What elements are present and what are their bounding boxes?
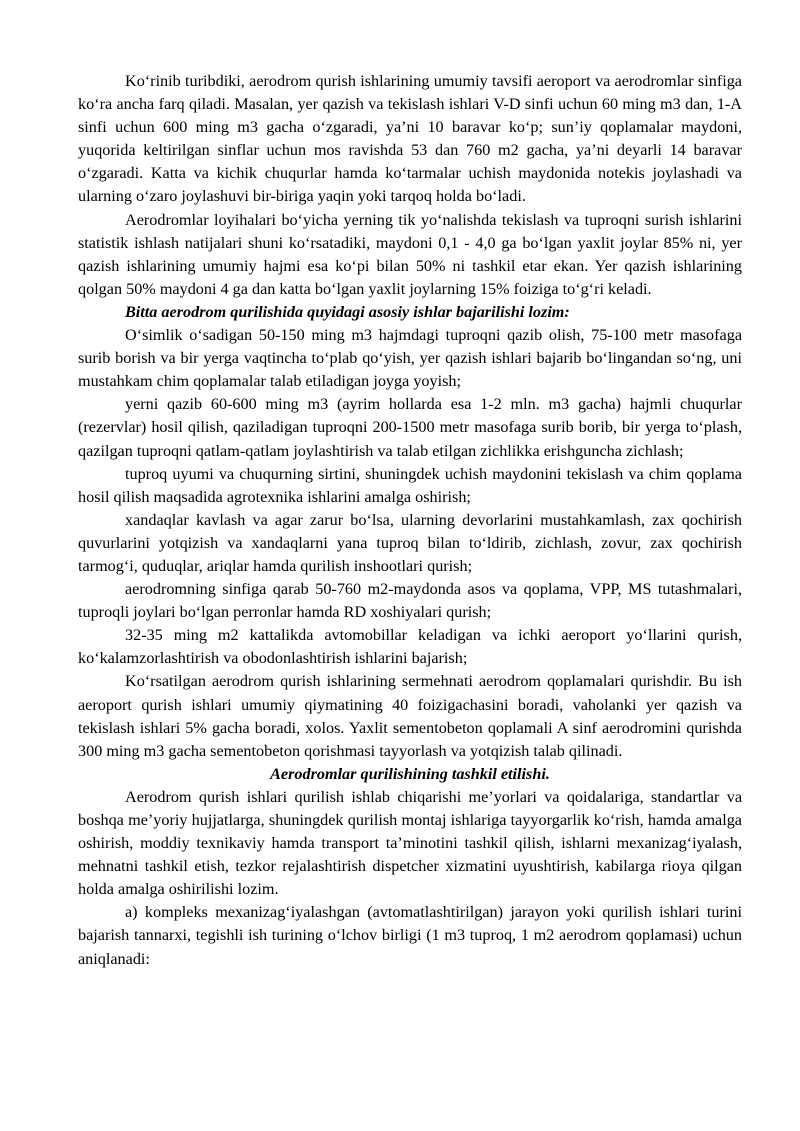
document-page bbox=[78, 70, 742, 971]
list-item-qoplama-asos: aerodromning sinfiga qarab 50-760 m2-maydonda asos va qoplama, VPP, MS tutashmalari, tuproqli joylari boʻlgan perronlar hamda RD xoshiyalari qurish; bbox=[78, 580, 742, 622]
heading-asosiy-ishlar: Bitta aerodrom qurilishida quyidagi asosiy ishlar bajarilishi lozim: bbox=[125, 302, 570, 321]
paragraph-aerodrom-qurish-tavsifi: Koʻrinib turibdiki, aerodrom qurish ishlarining umumiy tavsifi aeroport va aerodromlar sinfiga koʻra ancha farq qiladi. Masalan, yer qazish va tekislash ishlari V-D sinfi uchun 60 ming m3 dan, 1-A sinfi uchun 600 ming m3 gacha oʻzgaradi, ya’ni 10 baravar koʻp; sun’iy qoplamalar maydoni, yuqorida keltirilgan sinflar uchun mos ravishda 53 dan 760 m2 gacha, ya’ni deyarli 14 baravar oʻzgaradi. Katta va kichik chuqurlar hamda koʻtarmalar uchish maydonida notekis joylashadi va ularning oʻzaro joylashuvi bir-biriga yaqin yoki tarqoq holda boʻladi. bbox=[78, 72, 742, 206]
paragraph-tekislash-statistikasi: Aerodromlar loyihalari boʻyicha yerning tik yoʻnalishda tekislash va tuproqni surish ishlarini statistik ishlash natijalari shuni koʻrsatadiki, maydoni 0,1 - 4,0 ga boʻlgan yaxlit joylar 85% ni, yer qazish ishlarining umumiy hajmi esa koʻpi bilan 50% ni tashkil etar ekan. Yer qazish ishlarining qolgan 50% maydoni 4 ga dan katta boʻlgan yaxlit joylarning 15% foiziga toʻgʻri keladi. bbox=[78, 210, 742, 298]
list-item-xandaqlar: xandaqlar kavlash va agar zarur boʻlsa, ularning devorlarini mustahkamlash, zax qochirish quvurlarini yotqizish va xandaqlarni yana tuproq bilan toʻldirib, zichlash, zovur, zax qochirish tarmogʻi, quduqlar, ariqlar hamda qurilish inshootlari qurish; bbox=[78, 510, 742, 575]
list-item-chuqurlar: yerni qazib 60-600 ming m3 (ayrim hollarda esa 1-2 mln. m3 gacha) hajmli chuqurlar (rezervlar) hosil qilish, qaziladigan tuproqni 200-1500 metr masofaga surib borib, bir yerga toʻplash, qazilgan tuproqni qatlam-qatlam joylashtirish va talab etilgan zichlikka erishguncha zichlash; bbox=[78, 395, 742, 460]
list-item-osimlik-tuproq: Oʻsimlik oʻsadigan 50-150 ming m3 hajmdagi tuproqni qazib olish, 75-100 metr masofaga surib borish va bir yerga vaqtincha toʻplab qoʻyish, yer qazish ishlari bajarib boʻlingandan soʻng, uni mustahkam chim qoplamalar talab etiladigan joyga yoyish; bbox=[78, 326, 742, 391]
paragraph-meyoriy-hujjatlar: Aerodrom qurish ishlari qurilish ishlab chiqarishi me’yorlari va qoidalariga, standartlar va boshqa me’yoriy hujjatlarga, shuningdek qurilish montaj ishlariga tayyorgarlik koʻrish, hamda amalga oshirish, moddiy texnikaviy hamda transport ta’minotini tashkil qilish, ishlarni mexanizagʻiyalash, mehnatni tashkil etish, tezkor rejalashtirish dispetcher xizmatini uyushtirish, kabilarga rioya qilgan holda amalga oshirilishi lozim. bbox=[78, 787, 742, 899]
list-item-agrotexnika: tuproq uyumi va chuqurning sirtini, shuningdek uchish maydonini tekislash va chim qoplama hosil qilish maqsadida agrotexnika ishlarini amalga oshirish; bbox=[78, 464, 742, 506]
paragraph-sermehnat-ishlar: Koʻrsatilgan aerodrom qurish ishlarining sermehnati aerodrom qoplamalari qurishdir. Bu ish aeroport qurish ishlari umumiy qiymatining 40 foizigachasini boradi, vaholanki yer qazish va tekislash ishlari 5% gacha boradi, xolos. Yaxlit sementobeton qoplamali A sinf aerodromini qurishda 300 ming m3 gacha sementobeton qorishmasi tayyorlash va yotqizish talab qilinadi. bbox=[78, 672, 742, 760]
heading-qurilish-tashkil-etilishi: Aerodromlar qurilishining tashkil etilishi. bbox=[270, 764, 550, 783]
list-item-avtomobil-yollari: 32-35 ming m2 kattalikda avtomobillar keladigan va ichki aeroport yoʻllarini qurish, koʻkalamzorlashtirish va obodonlashtirish ishlarini bajarish; bbox=[78, 626, 742, 668]
paragraph-tannarx: a) kompleks mexanizagʻiyalashgan (avtomatlashtirilgan) jarayon yoki qurilish ishlari turini bajarish tannarxi, tegishli ish turining oʻlchov birligi (1 m3 tuproq, 1 m2 aerodrom qoplamasi) uchun aniqlanadi: bbox=[78, 903, 742, 968]
